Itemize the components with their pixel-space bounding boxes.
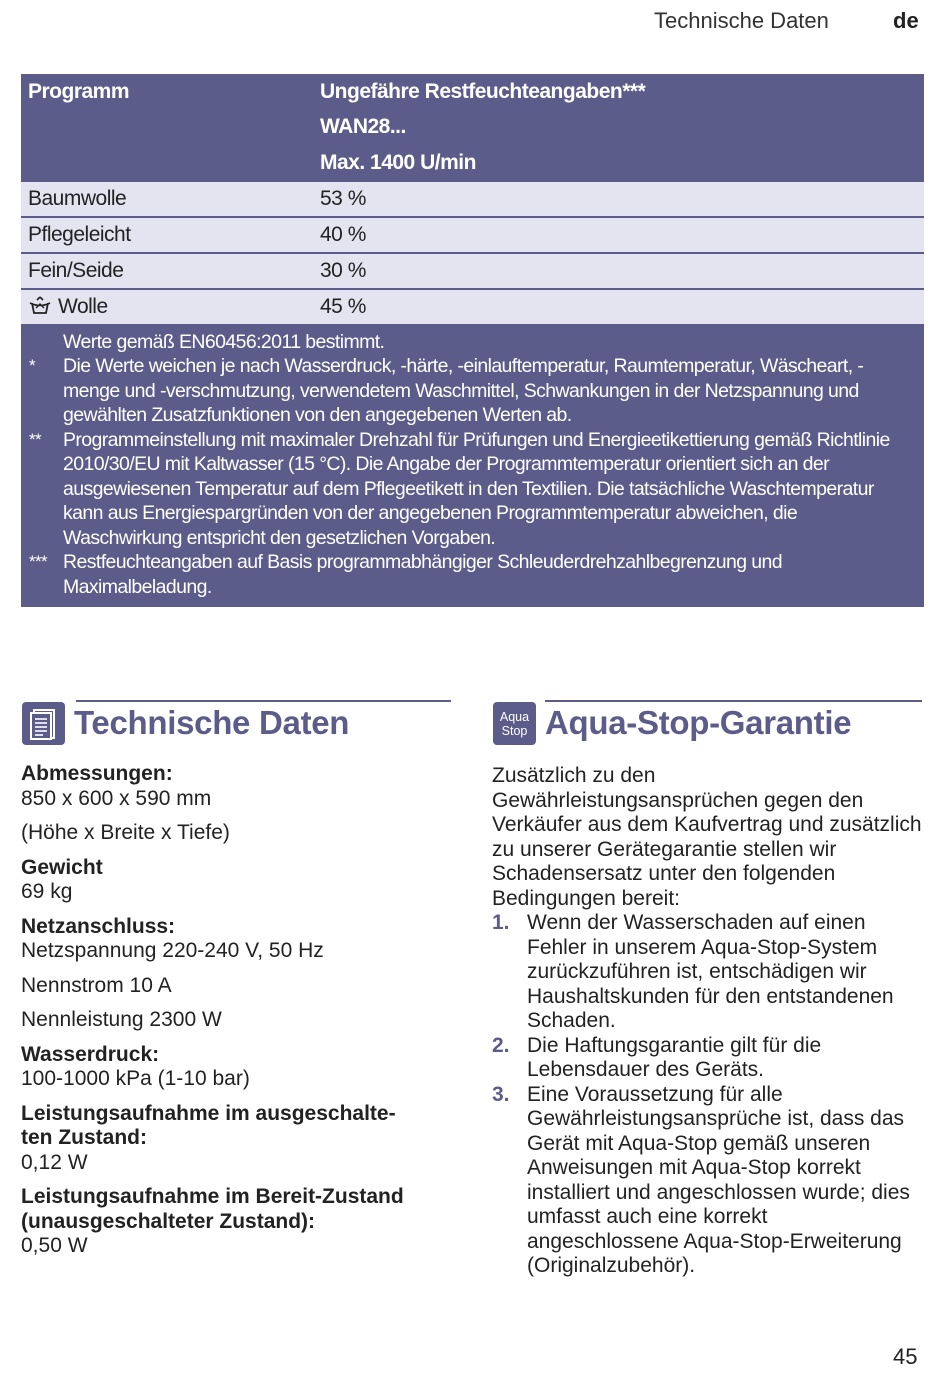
column-header-model: WAN28... [320,115,406,139]
residual-moisture-table [21,74,924,607]
list-item [492,911,922,1034]
footnote-marker [29,330,63,355]
standby-power-label-line: (unausgeschalteter Zustand): [21,1209,316,1233]
aqua-stop-icon-line: Stop [501,723,528,738]
aqua-stop-icon [493,702,536,745]
footnote [29,428,914,551]
program-name: Fein/Seide [28,258,124,282]
pressure-value: 100-1000 kPa (1-10 bar) [21,1067,250,1090]
column-header-moisture: Ungefähre Restfeuchteangaben*** [320,79,646,103]
document-list-icon [22,702,65,745]
standby-power-label-line: Leistungsaufnahme im Bereit-Zustand [21,1185,404,1208]
list-text: Wenn der Wasserschaden auf einen Fehler in unserem Aqua-Stop-System zurückzuführen ist, entschädigen wir Haushaltskunden für den entstandenen Schaden. [527,911,894,1032]
footnote-text: Werte gemäß EN60456:2011 bestimmt. [63,330,385,353]
program-name: Baumwolle [28,186,127,210]
running-header-title: Technische Daten [654,8,829,33]
power-current: Nennstrom 10 A [21,973,172,997]
footnote [29,354,914,428]
standby-power-value: 0,50 W [21,1234,88,1257]
pressure-label: Wasserdruck: [21,1042,160,1066]
program-name: Pflegeleicht [28,222,131,246]
moisture-value: 45 % [320,294,366,318]
aqua-intro: Zusätzlich zu den Gewährleistungsansprüchen gegen den Verkäufer aus dem Kaufvertrag und zusätzlich zu unserer Gerätegarantie stellen wir Schadensersatz unter den folgenden Bedingungen bereit: [492,764,922,910]
page-number: 45 [893,1344,918,1369]
dimensions-note: (Höhe x Breite x Tiefe) [21,821,230,844]
dimensions-label: Abmessungen: [21,762,173,785]
footnote-marker: *** [29,552,48,571]
aqua-stop-text [492,764,922,1279]
footnote-text: Programmeinstellung mit maximaler Drehzahl für Prüfungen und Energieetikettierung gemäß Richtlinie 2010/30/EU mit Kaltwasser (15 °C). Die Angabe der Programmtemperatur orientiert sich an der ausgewiesenen Temperatur auf dem Pflegeetikett in den Textilien. Die tatsächliche Waschtemperatur kann aus Energiespargründen von der angegebenen Programmtemperatur abweichen, die Waschwirkung entspricht den gesetzlichen Vorgaben. [63,428,890,549]
language-code: de [893,8,919,33]
weight-value: 69 kg [21,880,73,903]
footnote-marker: ** [29,429,42,449]
list-text: Eine Voraussetzung für alle Gewährleistungsansprüche ist, dass das Gerät mit Aqua-Stop gemäß unseren Anweisungen mit Aqua-Stop korrekt installiert und angeschlossen wurde; dies umfasst auch eine korrekt angeschlossene Aqua-Stop-Erweiterung (Originalzubehör). [527,1082,910,1277]
program-name: Wolle [58,294,108,318]
dimensions-value: 850 x 600 x 590 mm [21,786,212,810]
tech-specs [21,762,461,1259]
footnote-marker: * [29,356,36,375]
list-item [492,1083,922,1279]
moisture-value: 30 % [320,258,366,282]
moisture-value: 40 % [320,222,366,246]
column-header-speed: Max. 1400 U/min [320,150,476,174]
footnote [29,550,914,599]
weight-label: Gewicht [21,855,103,879]
section-rule [545,700,922,702]
section-title-aqua: Aqua-Stop-Garantie [545,704,852,741]
section-rule [76,700,451,702]
aqua-stop-icon-line: Aqua [499,709,530,724]
list-text: Die Haftungsgarantie gilt für die Lebensdauer des Geräts. [527,1033,822,1081]
moisture-value: 53 % [320,186,366,210]
power-voltage: Netzspannung 220-240 V, 50 Hz [21,939,324,962]
off-power-value: 0,12 W [21,1150,88,1174]
footnote-text: Die Werte weichen je nach Wasserdruck, -härte, -einlauftemperatur, Raumtemperatur, Wäscheart, -menge und -verschmutzung, verwendetem Waschmittel, Schwankungen in der Netzspannung und gewählten Zusatzfunktionen von den angegebenen Werten ab. [63,355,864,426]
table-row [21,254,924,288]
off-power-label-line: Leistungsaufnahme im ausgeschalte- [21,1101,396,1125]
list-number: 2. [492,1033,510,1057]
table-row [21,182,924,216]
standby-power-label [21,1185,461,1234]
off-power-label-line: ten Zustand: [21,1126,147,1149]
list-number: 1. [492,911,510,934]
list-number: 3. [492,1082,510,1106]
footnote-text: Restfeuchteangaben auf Basis programmabhängiger Schleuderdrehzahlbegrenzung und Maximalbeladung. [63,551,783,598]
table-header [21,74,924,181]
column-header-program: Programm [28,79,130,103]
off-power-label [21,1102,461,1151]
table-row [21,218,924,252]
wool-care-icon [28,296,52,318]
power-rating: Nennleistung 2300 W [21,1008,222,1031]
table-footnotes [21,324,924,608]
list-item [492,1034,922,1083]
section-title-tech: Technische Daten [74,704,350,741]
power-label: Netzanschluss: [21,914,176,938]
table-row [21,290,924,324]
footnote [29,330,914,355]
